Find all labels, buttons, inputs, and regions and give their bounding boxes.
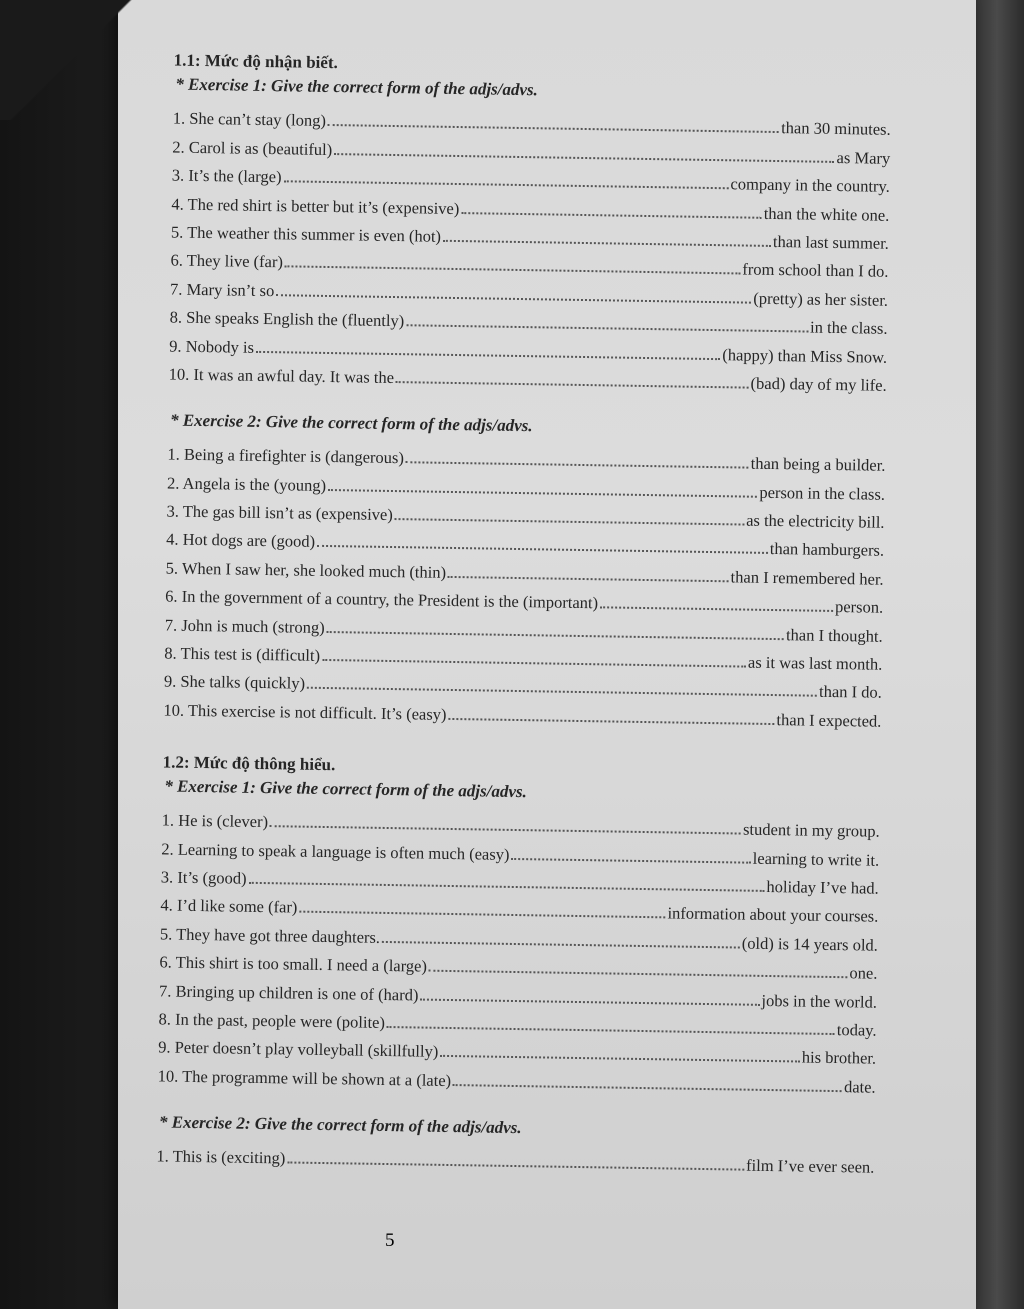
- exercise-title: * Exercise 2: Give the correct form of the adjs/advs.: [158, 1112, 522, 1137]
- item-continuation: in the class.: [809, 317, 888, 338]
- item-continuation: (old) is 14 years old.: [741, 933, 879, 955]
- item-prompt: 1. Being a firefighter is (dangerous): [167, 444, 405, 468]
- section-title: 1.1: Mức độ nhận biết.: [173, 50, 338, 73]
- item-continuation: jobs in the world.: [761, 990, 878, 1012]
- item-continuation: (pretty) as her sister.: [753, 288, 889, 310]
- answer-blank: [448, 576, 729, 582]
- item-prompt: 10. It was an awful day. It was the: [168, 364, 395, 387]
- item-continuation: his brother.: [801, 1047, 877, 1069]
- item-prompt: 4. The red shirt is better but it’s (expensive): [171, 194, 460, 218]
- item-prompt: 7. Mary isn’t so: [169, 279, 275, 300]
- item-continuation: than I thought.: [785, 624, 883, 646]
- item-prompt: 3. It’s (good): [160, 867, 247, 888]
- item-continuation: film I’ve ever seen.: [745, 1155, 875, 1177]
- item-prompt: 5. They have got three daughters.: [159, 924, 381, 947]
- exercise-title: * Exercise 1: Give the correct form of the adjs/advs.: [164, 776, 528, 801]
- item-continuation: one.: [849, 963, 878, 983]
- item-prompt: 7. John is much (strong): [164, 615, 325, 637]
- answer-blank: [453, 1084, 842, 1092]
- item-continuation: than last summer.: [772, 231, 890, 253]
- item-prompt: 3. It’s the (large): [171, 165, 282, 187]
- item-prompt: 2. Carol is as (beautiful): [172, 137, 333, 159]
- item-prompt: 2. Angela is the (young): [166, 473, 327, 495]
- item-prompt: 4. Hot dogs are (good): [166, 529, 316, 552]
- answer-blank: [440, 1055, 800, 1063]
- item-prompt: 8. In the past, people were (polite): [158, 1009, 386, 1032]
- item-prompt: 5. The weather this summer is even (hot): [170, 222, 442, 246]
- item-continuation: than hamburgers.: [769, 539, 885, 561]
- item-continuation: as it was last month.: [747, 652, 883, 674]
- item-continuation: person in the class.: [759, 482, 886, 504]
- item-prompt: 8. This test is (difficult): [164, 643, 321, 665]
- answer-blank: [448, 718, 774, 725]
- item-prompt: 5. When I saw her, she looked much (thin): [165, 558, 447, 582]
- item-prompt: 7. Bringing up children is one of (hard): [158, 980, 419, 1005]
- item-prompt: 3. The gas bill isn’t as (expensive): [166, 501, 393, 525]
- exercise-title: * Exercise 1: Give the correct form of the adjs/advs.: [175, 74, 539, 100]
- answer-blank: [600, 607, 833, 613]
- item-continuation: holiday I’ve had.: [766, 876, 879, 898]
- item-continuation: from school than I do.: [742, 259, 889, 282]
- item-prompt: 1. He is (clever): [161, 810, 269, 832]
- item-continuation: learning to write it.: [752, 848, 880, 870]
- item-continuation: as the electricity bill.: [746, 510, 885, 532]
- item-continuation: (bad) day of my life.: [750, 373, 887, 395]
- item-continuation: date.: [843, 1076, 876, 1097]
- answer-blank: [382, 941, 740, 949]
- item-prompt: 9. She talks (quickly): [163, 671, 306, 694]
- item-prompt: 9. Peter doesn’t play volleyball (skillfully): [158, 1037, 439, 1062]
- item-prompt: 1. She can’t stay (long): [172, 108, 327, 131]
- item-prompt: 1. This is (exciting): [156, 1146, 286, 1168]
- item-continuation: than being a builder.: [750, 453, 886, 476]
- item-prompt: 9. Nobody is: [169, 336, 255, 357]
- answer-blank: [395, 518, 744, 525]
- item-continuation: than 30 minutes.: [781, 118, 891, 140]
- answer-blank: [443, 240, 771, 247]
- item-continuation: than I expected.: [776, 709, 882, 731]
- exercise-title: * Exercise 2: Give the correct form of the adjs/advs.: [169, 410, 533, 436]
- item-prompt: 6. In the government of a country, the President is the (important): [165, 586, 599, 613]
- section-title: 1.2: Mức độ thông hiểu.: [162, 752, 336, 774]
- page-number: 5: [385, 1230, 395, 1251]
- item-continuation: (happy) than Miss Snow.: [722, 344, 888, 367]
- answer-blank: [299, 911, 665, 919]
- item-continuation: today.: [836, 1020, 877, 1040]
- worksheet-content: [121, 40, 920, 1282]
- item-prompt: 10. This exercise is not difficult. It’s (easy): [163, 700, 447, 724]
- item-continuation: than the white one.: [763, 203, 890, 225]
- item-continuation: than I remembered her.: [730, 567, 884, 589]
- item-prompt: 4. I’d like some (far): [160, 895, 298, 917]
- item-continuation: information about your courses.: [667, 903, 879, 927]
- answer-blank: [406, 462, 749, 469]
- item-prompt: 6. They live (far): [170, 250, 284, 272]
- item-prompt: 10. The programme will be shown at a (late): [157, 1066, 452, 1090]
- item-prompt: 6. This shirt is too small. I need a (large): [159, 952, 428, 976]
- item-continuation: student in my group.: [742, 819, 880, 841]
- answer-blank: [461, 212, 762, 219]
- shadow-corner: [0, 0, 150, 120]
- answer-blank: [420, 998, 759, 1005]
- item-continuation: as Mary: [836, 147, 891, 168]
- item-continuation: company in the country.: [730, 174, 890, 196]
- item-prompt: 8. She speaks English the (fluently): [169, 307, 405, 331]
- answer-blank: [511, 858, 750, 864]
- item-continuation: than I do.: [818, 682, 882, 703]
- answer-blank: [396, 381, 749, 389]
- item-continuation: person.: [834, 597, 884, 617]
- item-prompt: 2. Learning to speak a language is often much (easy): [161, 839, 510, 864]
